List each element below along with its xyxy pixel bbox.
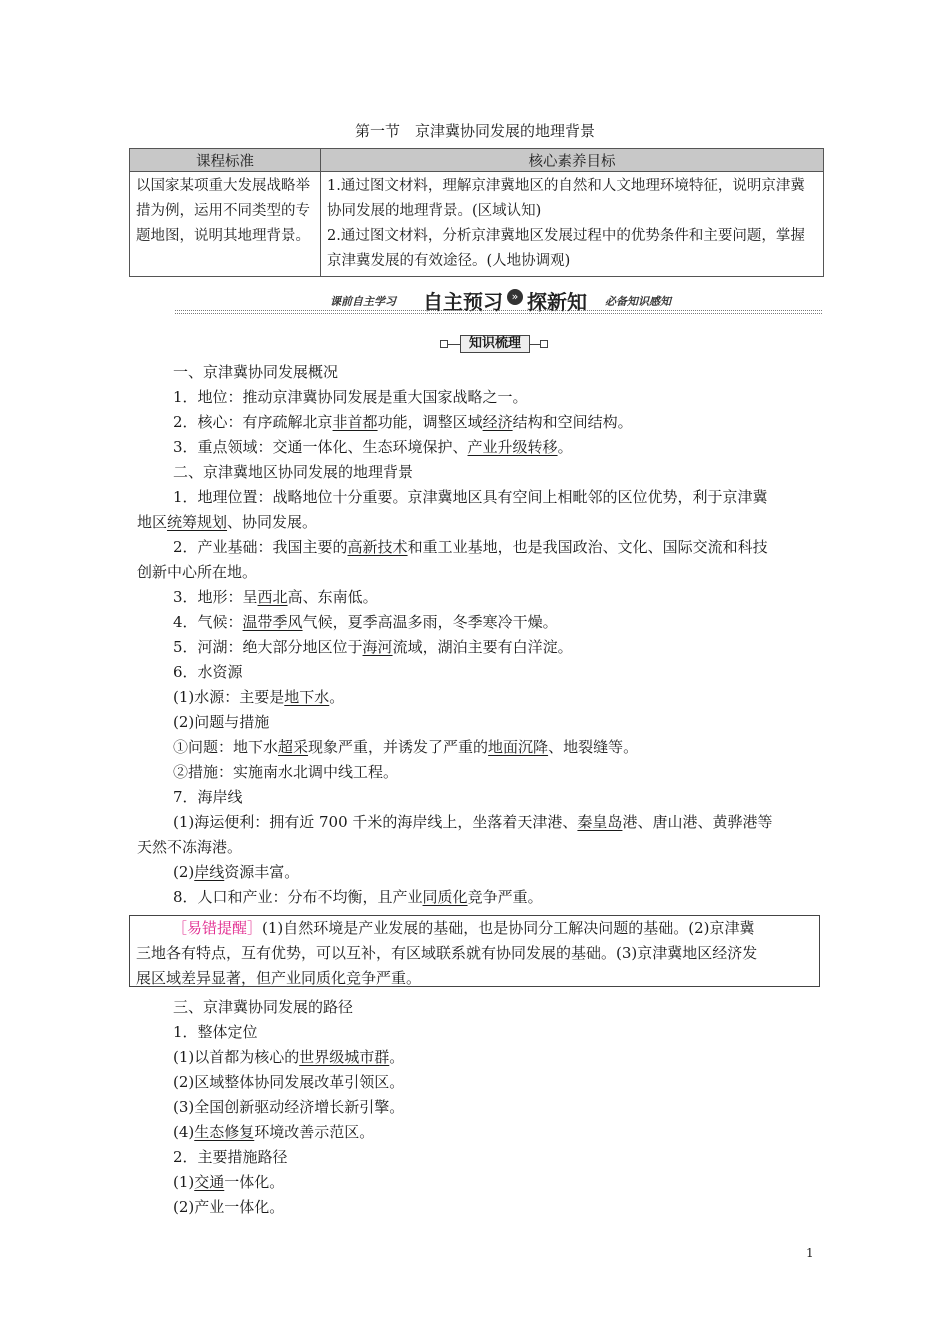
line-text: (1)海运便利：拥有近 700 千米的海岸线上，坐落着天津港、	[173, 813, 578, 831]
line-text: 创新中心所在地。	[137, 563, 258, 581]
text-line	[137, 710, 827, 735]
text-line	[137, 510, 827, 535]
underlined-answer: 经济	[482, 413, 513, 431]
line-text: 2．主要措施路径	[173, 1148, 288, 1166]
line-text: 环境改善示范区。	[254, 1123, 375, 1141]
line-text: (2)产业一体化。	[173, 1198, 285, 1216]
line-text: 。	[329, 688, 345, 706]
pathway-content	[137, 995, 827, 1220]
text-line	[137, 1070, 827, 1095]
text-line	[137, 560, 827, 585]
line-text: (3)全国创新驱动经济增长新引擎。	[173, 1098, 405, 1116]
line-text: 功能，调整区域	[377, 413, 483, 431]
line-text: 二、京津冀地区协同发展的地理背景	[173, 463, 414, 481]
underlined-answer: 世界级城市群	[299, 1048, 390, 1066]
goal-item: 1.通过图文材料，理解京津冀地区的自然和人文地理环境特征，说明京津冀协同发展的地理背景。(区域认知)	[327, 178, 805, 219]
line-text: 、地裂缝等。	[548, 738, 639, 756]
table-header-standard: 课程标准	[130, 149, 321, 172]
line-text: 天然不冻海港。	[137, 838, 243, 856]
text-line	[137, 410, 827, 435]
line-text: 2．产业基础：我国主要的	[173, 538, 348, 556]
banner-title-1: 自主预习	[423, 290, 503, 314]
line-text: 气候，夏季高温多雨，冬季寒冷干燥。	[302, 613, 558, 631]
tag-square-icon	[440, 340, 448, 348]
text-line	[137, 610, 827, 635]
text-line	[137, 1095, 827, 1120]
banner-left-label: 课前自主学习	[330, 295, 396, 308]
arrow-icon: »	[507, 289, 523, 305]
text-line	[137, 835, 827, 860]
text-line	[137, 785, 827, 810]
underlined-answer: 非首都	[332, 413, 378, 431]
note-line: 三地各有特点，互有优势，可以互补，有区域联系就有协同发展的基础。(3)京津冀地区经济发	[136, 944, 758, 962]
text-line	[137, 660, 827, 685]
text-line	[137, 1120, 827, 1145]
line-text: (4)	[173, 1123, 195, 1141]
note-line	[136, 916, 819, 941]
line-text: 。	[389, 1048, 405, 1066]
tag-line	[530, 344, 540, 345]
line-text: 7．海岸线	[173, 788, 243, 806]
text-line	[137, 685, 827, 710]
note-line: 展区域差异显著，但产业同质化竞争严重。	[136, 969, 422, 987]
core-goals-cell	[321, 172, 824, 277]
line-text: 地区	[137, 513, 168, 531]
line-text: 8．人口和产业：分布不均衡，且产业	[173, 888, 423, 906]
line-text: 6．水资源	[173, 663, 243, 681]
underlined-answer: 统筹规划	[167, 513, 228, 531]
page-title: 第一节 京津冀协同发展的地理背景	[354, 122, 595, 140]
line-text: 、协同发展。	[227, 513, 318, 531]
line-text: 一体化。	[224, 1173, 285, 1191]
text-line	[137, 1195, 827, 1220]
line-text: 竞争严重。	[467, 888, 543, 906]
line-text: (2)	[173, 863, 195, 881]
knowledge-content	[137, 360, 827, 910]
line-text: 1．地理位置：战略地位十分重要。京津冀地区具有空间上相毗邻的区位优势，利于京津冀	[173, 488, 768, 506]
curriculum-standard-cell: 以国家某项重大发展战略举措为例，运用不同类型的专题地图，说明其地理背景。	[130, 172, 321, 277]
text-line	[137, 1020, 827, 1045]
page-number: 1	[806, 1246, 814, 1260]
line-text: 1．地位：推动京津冀协同发展是重大国家战略之一。	[173, 388, 528, 406]
underlined-answer: 同质化	[422, 888, 468, 906]
banner-rule	[175, 310, 822, 314]
underlined-answer: 地面沉降	[488, 738, 549, 756]
line-text: (1)水源：主要是	[173, 688, 285, 706]
underlined-answer: 超采	[278, 738, 309, 756]
text-line	[137, 1170, 827, 1195]
line-text: 结构和空间结构。	[512, 413, 633, 431]
underlined-answer: 交通	[194, 1173, 225, 1191]
note-label: ［易错提醒］	[172, 919, 263, 937]
text-line	[137, 635, 827, 660]
line-text: 4．气候：	[173, 613, 243, 631]
text-line	[137, 535, 827, 560]
error-reminder-box	[129, 915, 820, 987]
note-text: (1)自然环境是产业发展的基础，也是协同分工解决问题的基础。(2)京津冀	[262, 919, 755, 937]
text-line	[137, 1045, 827, 1070]
line-text: 1．整体定位	[173, 1023, 258, 1041]
text-line	[137, 1145, 827, 1170]
tag-square-icon	[540, 340, 548, 348]
underlined-answer: 西北	[257, 588, 288, 606]
underlined-answer: 秦皇岛	[577, 813, 623, 831]
underlined-answer: 生态修复	[194, 1123, 255, 1141]
line-text: 资源丰富。	[224, 863, 300, 881]
tag-label: 知识梳理	[460, 335, 530, 353]
banner-right-label: 必备知识感知	[605, 295, 671, 308]
line-text: 5．河湖：绝大部分地区位于	[173, 638, 363, 656]
underlined-answer: 岸线	[194, 863, 225, 881]
line-text: 现象严重，并诱发了严重的	[308, 738, 489, 756]
line-text: 一、京津冀协同发展概况	[173, 363, 339, 381]
text-line	[137, 995, 827, 1020]
line-text: 高、东南低。	[287, 588, 378, 606]
banner-title-2: 探新知	[527, 290, 587, 314]
text-line	[137, 385, 827, 410]
line-text: (2)问题与措施	[173, 713, 270, 731]
text-line	[137, 435, 827, 460]
line-text: 三、京津冀协同发展的路径	[173, 998, 354, 1016]
line-text: 。	[557, 438, 573, 456]
text-line	[137, 735, 827, 760]
text-line	[137, 485, 827, 510]
goal-item: 2.通过图文材料，分析京津冀地区发展过程中的优势条件和主要问题，掌握京津冀发展的有效途径。(人地协调观)	[327, 228, 805, 269]
line-text: (1)以首都为核心的	[173, 1048, 300, 1066]
text-line	[137, 460, 827, 485]
line-text: 港、唐山港、黄骅港等	[622, 813, 773, 831]
line-text: (1)	[173, 1173, 195, 1191]
underlined-answer: 温带季风	[242, 613, 303, 631]
line-text: 2．核心：有序疏解北京	[173, 413, 333, 431]
line-text: (2)区域整体协同发展改革引领区。	[173, 1073, 405, 1091]
section-banner	[175, 286, 822, 316]
line-text: 和重工业基地，也是我国政治、文化、国际交流和科技	[407, 538, 768, 556]
knowledge-tag	[440, 335, 548, 353]
curriculum-table	[129, 148, 824, 277]
line-text: 3．重点领域：交通一体化、生态环境保护、	[173, 438, 468, 456]
text-line	[137, 885, 827, 910]
text-line	[137, 585, 827, 610]
underlined-answer: 海河	[362, 638, 393, 656]
tag-line	[448, 344, 460, 345]
underlined-answer: 产业升级转移	[467, 438, 558, 456]
line-text: ②措施：实施南水北调中线工程。	[173, 763, 399, 781]
underlined-answer: 地下水	[284, 688, 330, 706]
text-line	[137, 760, 827, 785]
underlined-answer: 高新技术	[347, 538, 408, 556]
line-text: 流域，湖泊主要有白洋淀。	[392, 638, 573, 656]
text-line	[137, 360, 827, 385]
text-line	[137, 860, 827, 885]
line-text: 3．地形：呈	[173, 588, 258, 606]
text-line	[137, 810, 827, 835]
line-text: ①问题：地下水	[173, 738, 279, 756]
table-header-goals: 核心素养目标	[321, 149, 824, 172]
